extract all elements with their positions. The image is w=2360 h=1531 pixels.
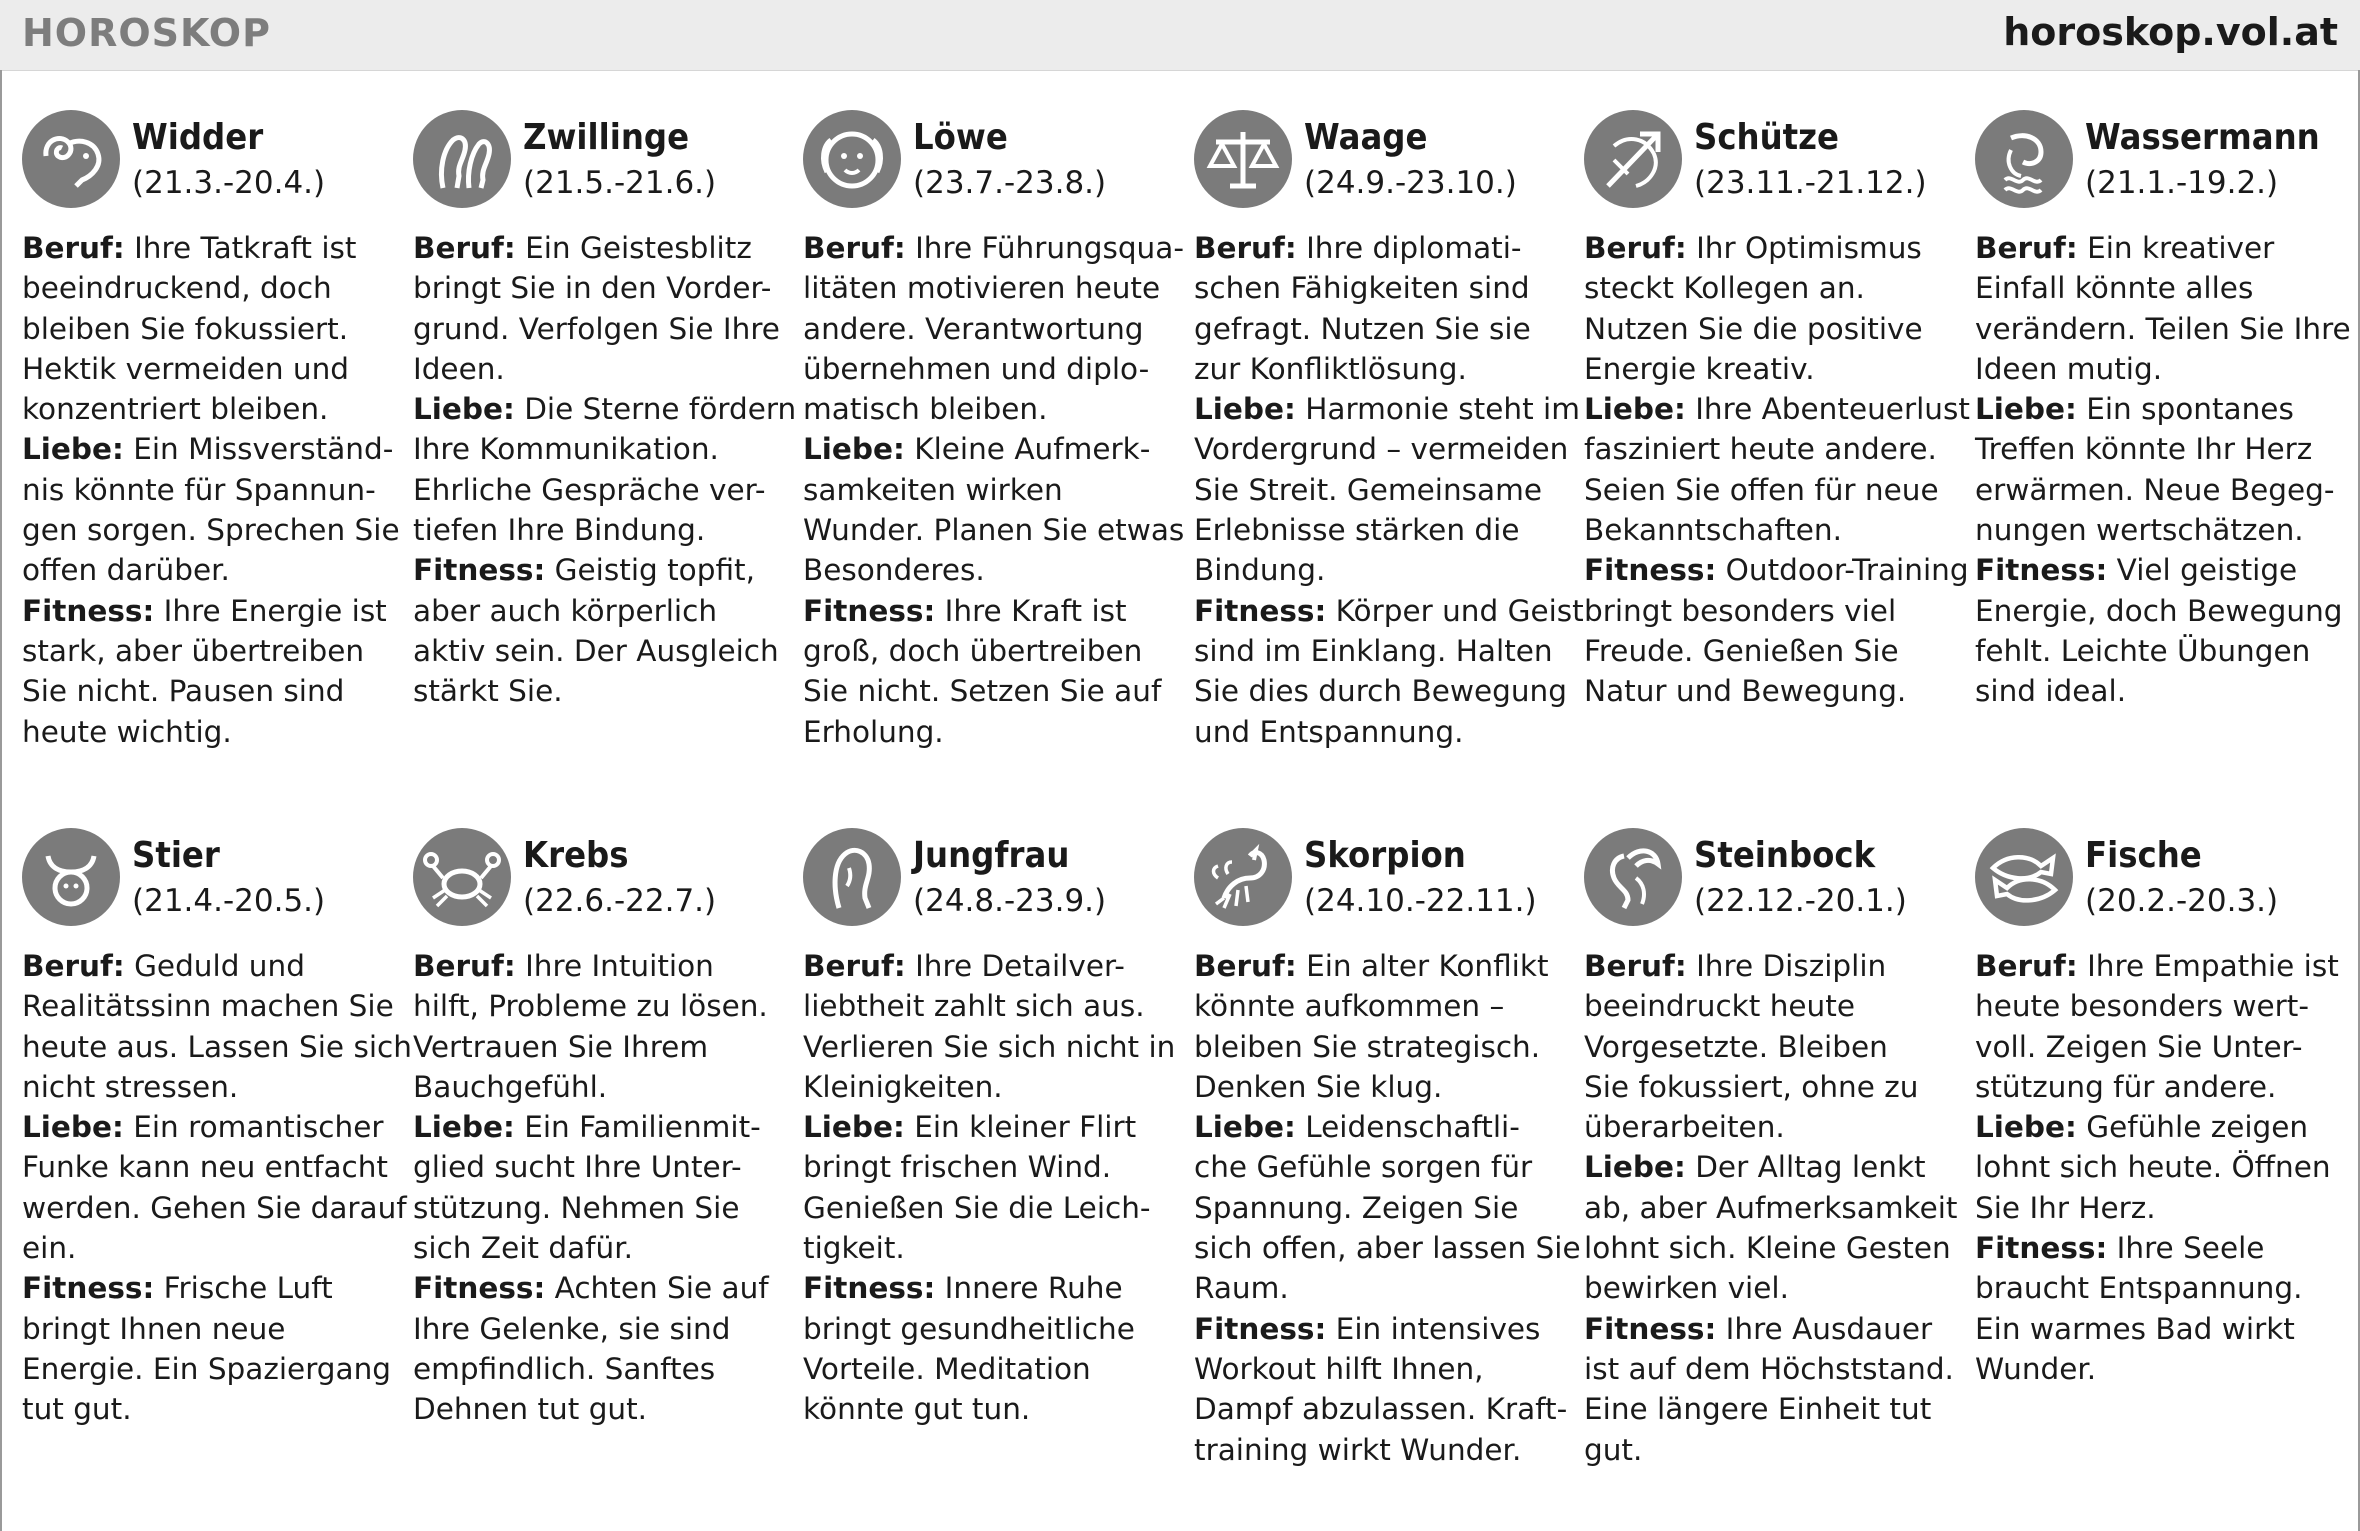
forecast-liebe: Liebe: Ihre Abenteuerlust fasziniert heute andere. Seien Sie offen für neue Bekanntschaften.	[1584, 392, 1970, 548]
sign-header	[1975, 108, 2347, 210]
sign-header	[1194, 108, 1566, 210]
forecast-beruf: Beruf: Ihre Führungsqua- litäten motivieren heute andere. Verantwortung übernehmen und diplo- matisch bleiben.	[803, 231, 1184, 427]
forecast-fitness: Fitness: Frische Luft bringt Ihnen neue Energie. Ein Spaziergang tut gut.	[22, 1271, 392, 1427]
lion-icon	[803, 110, 901, 208]
water-bearer-icon	[1975, 110, 2073, 208]
forecast-fitness: Fitness: Ein intensives Workout hilft Ihnen, Dampf abzulassen. Kraft- training wirkt Wunder.	[1194, 1311, 1568, 1467]
beruf-label: Beruf:	[22, 949, 125, 983]
liebe-label: Liebe:	[1975, 1110, 2077, 1145]
sign-card-löwe	[803, 108, 1185, 752]
scales-icon	[1194, 110, 1292, 208]
sign-card-steinbock	[1584, 826, 1956, 1470]
forecast-liebe: Liebe: Der Alltag lenkt ab, aber Aufmerksamkeit lohnt sich. Kleine Gesten bewirken viel.	[1584, 1150, 1958, 1306]
forecast-liebe: Liebe: Gefühle zeigen lohnt sich heute. Öffnen Sie Ihr Herz.	[1975, 1110, 2331, 1225]
sign-header	[1194, 826, 1566, 928]
forecast-beruf: Beruf: Ihre Intuition hilft, Probleme zu lösen. Vertrauen Sie Ihrem Bauchgefühl.	[413, 949, 768, 1104]
fitness-label: Fitness:	[1584, 1311, 1717, 1346]
sign-name: Steinbock	[1694, 835, 1876, 876]
fitness-label: Fitness:	[1194, 1311, 1327, 1346]
forecast-liebe: Liebe: Leidenschaftli- che Gefühle sorgen für Spannung. Zeigen Sie sich offen, aber lassen Sie Raum.	[1194, 1110, 1581, 1306]
sign-dates: (22.12.-20.1.)	[1694, 883, 1907, 919]
bull-icon	[22, 828, 120, 926]
fitness-label: Fitness:	[22, 593, 155, 628]
liebe-label: Liebe:	[413, 392, 515, 427]
sign-name: Schütze	[1694, 117, 1839, 158]
forecast-beruf: Beruf: Ihr Optimismus steckt Kollegen an. Nutzen Sie die positive Energie kreativ.	[1584, 231, 1923, 386]
goat-icon	[1584, 828, 1682, 926]
forecast-fitness: Fitness: Innere Ruhe bringt gesundheitliche Vorteile. Meditation könnte gut tun.	[803, 1271, 1135, 1427]
sign-card-fische	[1975, 826, 2347, 1389]
sign-dates: (21.5.-21.6.)	[523, 165, 717, 201]
beruf-label: Beruf:	[803, 949, 906, 983]
fitness-label: Fitness:	[803, 1271, 936, 1306]
liebe-label: Liebe:	[1584, 1150, 1686, 1185]
liebe-label: Liebe:	[803, 1110, 905, 1145]
liebe-label: Liebe:	[1975, 392, 2077, 427]
beruf-label: Beruf:	[413, 949, 516, 983]
sign-name: Löwe	[913, 117, 1008, 158]
sign-card-zwillinge	[413, 108, 797, 712]
sign-forecast	[1584, 228, 1970, 712]
liebe-label: Liebe:	[413, 1110, 515, 1145]
fitness-label: Fitness:	[413, 1271, 546, 1306]
sign-dates: (20.2.-20.3.)	[2085, 883, 2279, 919]
forecast-fitness: Fitness: Geistig topfit, aber auch körperlich aktiv sein. Der Ausgleich stärkt Sie.	[413, 553, 779, 709]
forecast-fitness: Fitness: Ihre Ausdauer ist auf dem Höchststand. Eine längere Einheit tut gut.	[1584, 1311, 1954, 1467]
sign-card-wassermann	[1975, 108, 2351, 712]
forecast-liebe: Liebe: Ein Familienmit- glied sucht Ihre Unter- stützung. Nehmen Sie sich Zeit dafür.	[413, 1110, 761, 1266]
forecast-liebe: Liebe: Harmonie steht im Vordergrund – vermeiden Sie Streit. Gemeinsame Erlebnisse stärken die Bindung.	[1194, 392, 1580, 588]
sign-name: Skorpion	[1304, 835, 1466, 876]
fitness-label: Fitness:	[803, 593, 936, 628]
sign-name: Waage	[1304, 117, 1428, 158]
sign-name: Krebs	[523, 835, 629, 876]
sign-name: Fische	[2085, 835, 2202, 876]
sign-forecast	[1584, 946, 1956, 1470]
sign-forecast	[803, 228, 1185, 752]
beruf-label: Beruf:	[413, 231, 516, 265]
sign-forecast	[1975, 946, 2347, 1389]
forecast-fitness: Fitness: Achten Sie auf Ihre Gelenke, sie sind empfindlich. Sanftes Dehnen tut gut.	[413, 1271, 769, 1427]
sign-forecast	[22, 946, 412, 1430]
sign-name: Wassermann	[2085, 117, 2320, 158]
sign-forecast	[1194, 228, 1584, 752]
twins-icon	[413, 110, 511, 208]
forecast-beruf: Beruf: Ein kreativer Einfall könnte alles verändern. Teilen Sie Ihre Ideen mutig.	[1975, 231, 2351, 386]
fitness-label: Fitness:	[1194, 593, 1327, 628]
sign-card-stier	[22, 826, 412, 1430]
fitness-label: Fitness:	[1975, 553, 2108, 588]
beruf-label: Beruf:	[22, 231, 125, 265]
forecast-beruf: Beruf: Ihre Empathie ist heute besonders wert- voll. Zeigen Sie Unter- stützung für andere.	[1975, 949, 2339, 1104]
forecast-beruf: Beruf: Ihre Disziplin beeindruckt heute Vorgesetzte. Bleiben Sie fokussiert, ohne zu überarbeiten.	[1584, 949, 1919, 1145]
forecast-liebe: Liebe: Ein romantischer Funke kann neu entfacht werden. Gehen Sie darauf ein.	[22, 1110, 407, 1266]
virgin-icon	[803, 828, 901, 926]
sign-dates: (24.9.-23.10.)	[1304, 165, 1517, 201]
sign-dates: (24.10.-22.11.)	[1304, 883, 1537, 919]
beruf-label: Beruf:	[1975, 949, 2078, 983]
sign-forecast	[413, 946, 785, 1430]
sign-dates: (22.6.-22.7.)	[523, 883, 717, 919]
sign-card-krebs	[413, 826, 785, 1430]
sign-card-widder	[22, 108, 400, 752]
forecast-liebe: Liebe: Ein spontanes Treffen könnte Ihr Herz erwärmen. Neue Begeg- nungen wertschätzen.	[1975, 392, 2335, 548]
sign-card-waage	[1194, 108, 1584, 752]
liebe-label: Liebe:	[1194, 1110, 1296, 1145]
fish-icon	[1975, 828, 2073, 926]
liebe-label: Liebe:	[803, 432, 905, 467]
forecast-beruf: Beruf: Ihre Tatkraft ist beeindruckend, doch bleiben Sie fokussiert. Hektik vermeiden und konzentriert bleiben.	[22, 231, 357, 427]
sign-dates: (23.7.-23.8.)	[913, 165, 1107, 201]
forecast-liebe: Liebe: Ein Missverständ- nis könnte für Spannun- gen sorgen. Sprechen Sie offen darüber.	[22, 432, 400, 588]
sign-forecast	[1975, 228, 2351, 712]
forecast-fitness: Fitness: Körper und Geist sind im Einklang. Halten Sie dies durch Bewegung und Entspannung.	[1194, 593, 1584, 749]
sign-dates: (21.4.-20.5.)	[132, 883, 326, 919]
sign-forecast	[803, 946, 1175, 1430]
forecast-beruf: Beruf: Ein alter Konflikt könnte aufkommen – bleiben Sie strategisch. Denken Sie klug.	[1194, 949, 1549, 1104]
sign-header	[803, 826, 1175, 928]
beruf-label: Beruf:	[1194, 231, 1297, 265]
sign-forecast	[22, 228, 400, 752]
beruf-label: Beruf:	[1584, 231, 1687, 265]
sign-forecast	[1194, 946, 1581, 1470]
frame-left-border	[0, 70, 2, 1531]
archer-icon	[1584, 110, 1682, 208]
forecast-liebe: Liebe: Ein kleiner Flirt bringt frischen Wind. Genießen Sie die Leich- tigkeit.	[803, 1110, 1151, 1266]
forecast-fitness: Fitness: Ihre Energie ist stark, aber übertreiben Sie nicht. Pausen sind heute wichtig.	[22, 593, 387, 749]
forecast-beruf: Beruf: Ein Geistesblitz bringt Sie in den Vorder- grund. Verfolgen Sie Ihre Ideen.	[413, 231, 780, 386]
forecast-beruf: Beruf: Ihre Detailver- liebtheit zahlt sich aus. Verlieren Sie sich nicht in Kleinigkeiten.	[803, 949, 1176, 1104]
forecast-fitness: Fitness: Viel geistige Energie, doch Bewegung fehlt. Leichte Übungen sind ideal.	[1975, 553, 2343, 709]
liebe-label: Liebe:	[1194, 392, 1296, 427]
sign-dates: (21.3.-20.4.)	[132, 165, 326, 201]
sign-name: Stier	[132, 835, 220, 876]
site-url: horoskop.vol.at	[2003, 10, 2338, 54]
forecast-fitness: Fitness: Ihre Kraft ist groß, doch übertreiben Sie nicht. Setzen Sie auf Erholung.	[803, 593, 1162, 749]
sign-header	[22, 108, 394, 210]
liebe-label: Liebe:	[1584, 392, 1686, 427]
crab-icon	[413, 828, 511, 926]
header-bar	[0, 0, 2360, 71]
forecast-liebe: Liebe: Die Sterne fördern Ihre Kommunikation. Ehrliche Gespräche ver- tiefen Ihre Bindung.	[413, 392, 797, 548]
sign-card-schütze	[1584, 108, 1970, 712]
scorpion-icon	[1194, 828, 1292, 926]
ram-icon	[22, 110, 120, 208]
sign-dates: (23.11.-21.12.)	[1694, 165, 1927, 201]
fitness-label: Fitness:	[1584, 553, 1717, 588]
fitness-label: Fitness:	[1975, 1231, 2108, 1266]
sign-header	[413, 108, 785, 210]
sign-dates: (21.1.-19.2.)	[2085, 165, 2279, 201]
sign-card-skorpion	[1194, 826, 1581, 1470]
sign-header	[413, 826, 785, 928]
sign-forecast	[413, 228, 797, 712]
sign-dates: (24.8.-23.9.)	[913, 883, 1107, 919]
sign-card-jungfrau	[803, 826, 1175, 1430]
forecast-fitness: Fitness: Outdoor-Training bringt besonders viel Freude. Genießen Sie Natur und Bewegung.	[1584, 553, 1969, 709]
sign-header	[1975, 826, 2347, 928]
forecast-liebe: Liebe: Kleine Aufmerk- samkeiten wirken Wunder. Planen Sie etwas Besonderes.	[803, 432, 1185, 588]
sign-header	[1584, 108, 1956, 210]
sign-header	[1584, 826, 1956, 928]
fitness-label: Fitness:	[22, 1271, 155, 1306]
liebe-label: Liebe:	[22, 1110, 124, 1145]
sign-name: Zwillinge	[523, 117, 690, 158]
fitness-label: Fitness:	[413, 553, 546, 588]
liebe-label: Liebe:	[22, 432, 124, 467]
sign-header	[22, 826, 394, 928]
forecast-beruf: Beruf: Geduld und Realitätssinn machen Sie heute aus. Lassen Sie sich nicht stressen.	[22, 949, 412, 1104]
beruf-label: Beruf:	[1194, 949, 1297, 983]
beruf-label: Beruf:	[803, 231, 906, 265]
page-title: HOROSKOP	[22, 11, 271, 55]
forecast-beruf: Beruf: Ihre diplomati- schen Fähigkeiten sind gefragt. Nutzen Sie sie zur Konfliktlösung.	[1194, 231, 1531, 386]
sign-header	[803, 108, 1175, 210]
beruf-label: Beruf:	[1975, 231, 2078, 265]
beruf-label: Beruf:	[1584, 949, 1687, 983]
forecast-fitness: Fitness: Ihre Seele braucht Entspannung. Ein warmes Bad wirkt Wunder.	[1975, 1231, 2303, 1386]
sign-name: Widder	[132, 117, 264, 158]
sign-name: Jungfrau	[913, 835, 1070, 876]
